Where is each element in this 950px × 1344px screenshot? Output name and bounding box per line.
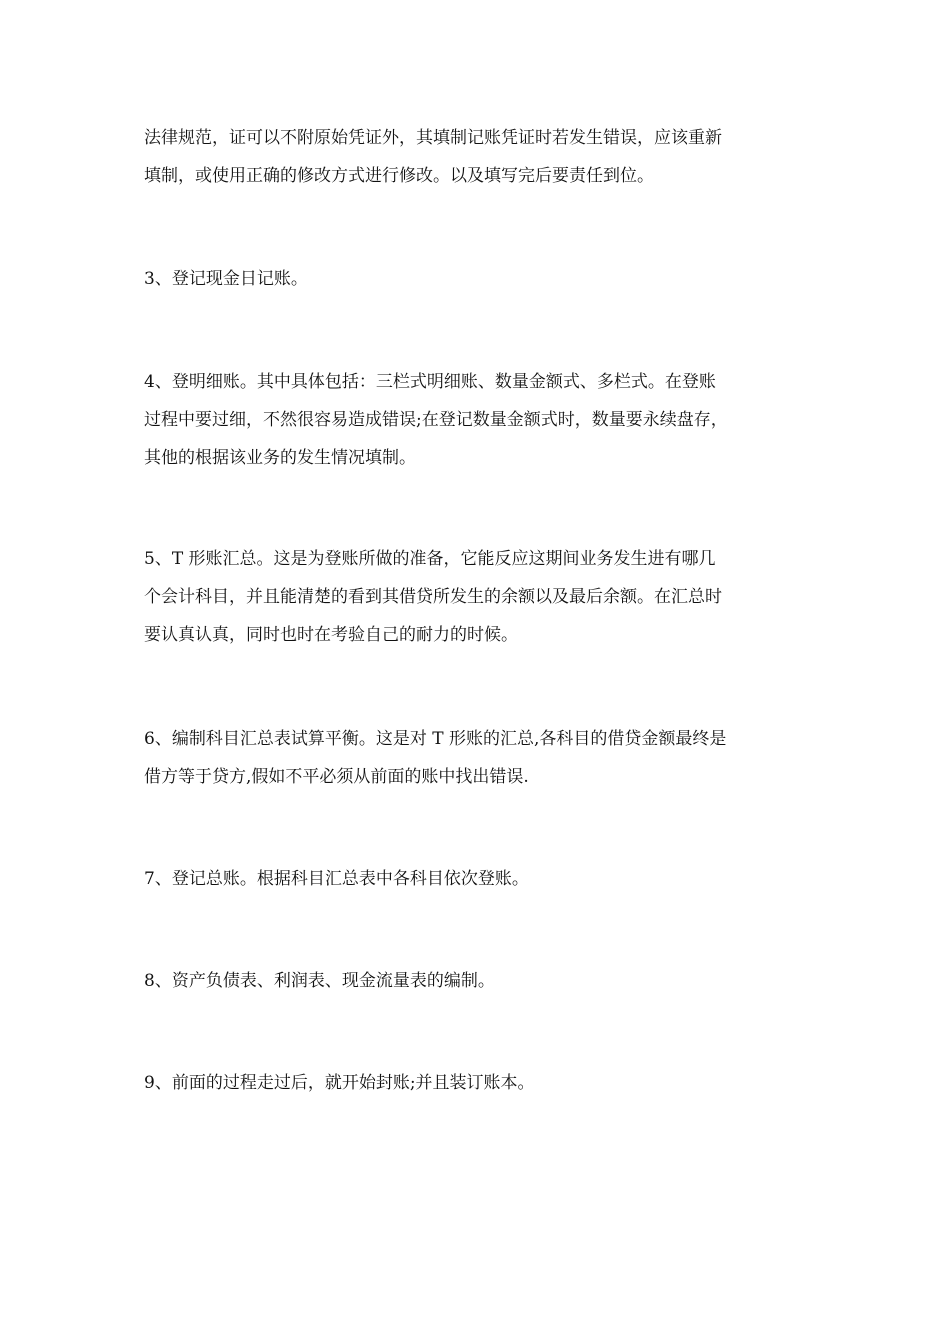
text-line: 其他的根据该业务的发生情况填制。 bbox=[144, 448, 416, 468]
paragraph-step-4 bbox=[144, 363, 809, 477]
text-line: 法律规范，证可以不附原始凭证外，其填制记账凭证时若发生错误，应该重新 bbox=[144, 128, 722, 148]
paragraph-step-3 bbox=[144, 260, 809, 298]
text-line: 9、前面的过程走过后，就开始封账;并且装订账本。 bbox=[144, 1073, 535, 1093]
paragraph-step-6 bbox=[144, 720, 809, 796]
text-line: 要认真认真，同时也时在考验自己的耐力的时候。 bbox=[144, 625, 518, 645]
text-line: 3、登记现金日记账。 bbox=[144, 269, 308, 289]
text-line: 过程中要过细，不然很容易造成错误;在登记数量金额式时，数量要永续盘存， bbox=[144, 410, 728, 430]
paragraph-step-5 bbox=[144, 540, 809, 654]
text-line: 8、资产负债表、利润表、现金流量表的编制。 bbox=[144, 971, 495, 991]
text-line: 4、登明细账。其中具体包括：三栏式明细账、数量金额式、多栏式。在登账 bbox=[144, 372, 716, 392]
paragraph-intro bbox=[144, 119, 809, 195]
paragraph-step-9 bbox=[144, 1064, 809, 1102]
paragraph-step-8 bbox=[144, 962, 809, 1000]
text-line: 填制，或使用正确的修改方式进行修改。以及填写完后要责任到位。 bbox=[144, 166, 654, 186]
text-line: 5、T 形账汇总。这是为登账所做的准备，它能反应这期间业务发生进有哪几 bbox=[144, 549, 716, 569]
text-line: 借方等于贷方,假如不平必须从前面的账中找出错误. bbox=[144, 767, 529, 787]
text-line: 6、编制科目汇总表试算平衡。这是对 T 形账的汇总,各科目的借贷金额最终是 bbox=[144, 729, 727, 749]
text-line: 7、登记总账。根据科目汇总表中各科目依次登账。 bbox=[144, 869, 529, 889]
paragraph-step-7 bbox=[144, 860, 809, 898]
text-line: 个会计科目，并且能清楚的看到其借贷所发生的余额以及最后余额。在汇总时 bbox=[144, 587, 722, 607]
